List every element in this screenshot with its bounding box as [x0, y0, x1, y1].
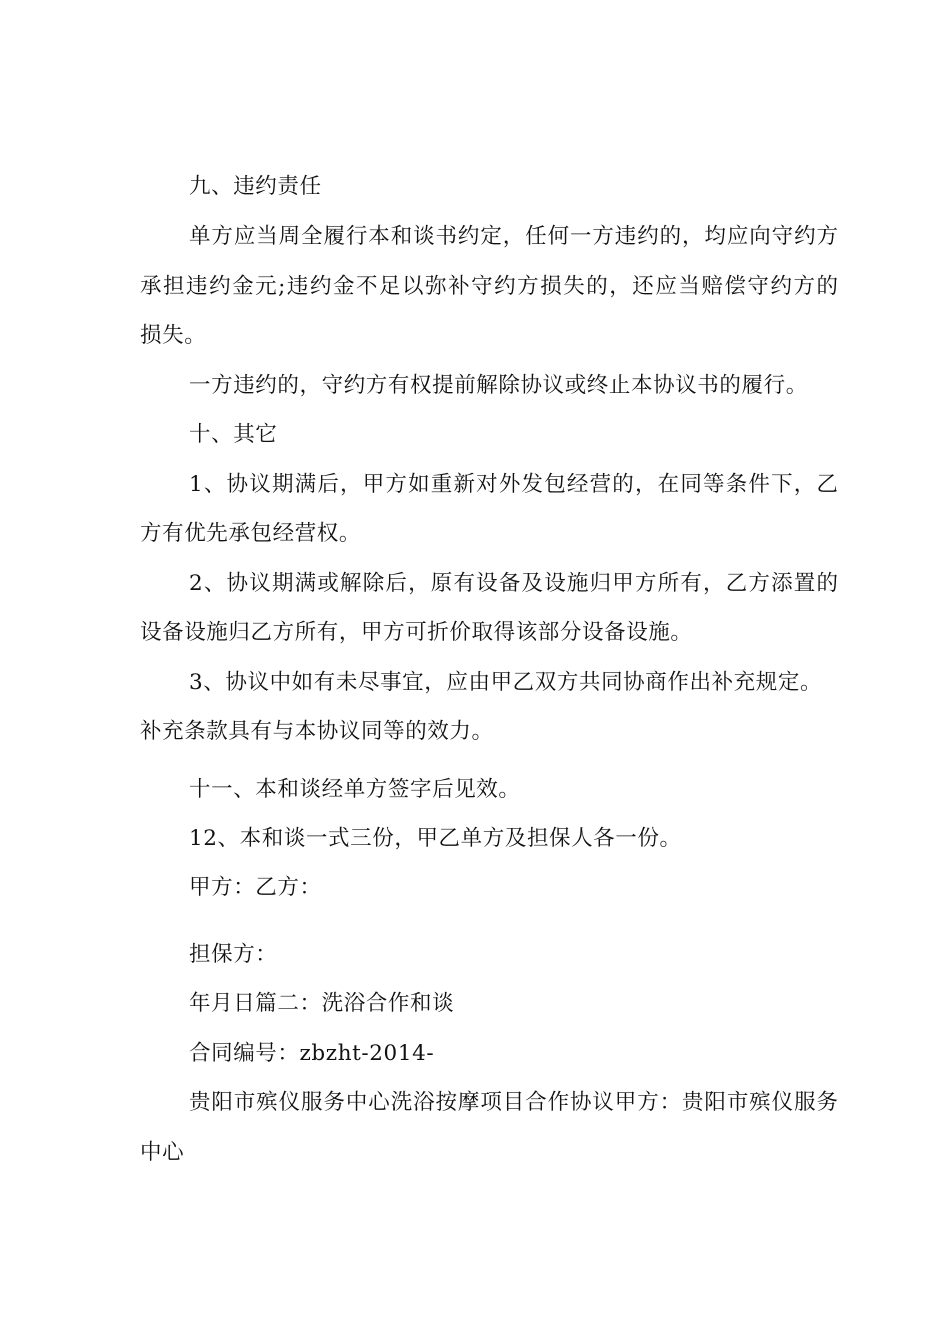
paragraph-line: 单方应当周全履行本和谈书约定，任何一方违约的，均应向守约方 — [189, 224, 838, 249]
paragraph-line: 12、本和谈一式三份，甲乙单方及担保人各一份。 — [189, 826, 682, 851]
paragraph-line: 贵阳市殡仪服务中心洗浴按摩项目合作协议甲方：贵阳市殡仪服务 — [189, 1090, 838, 1115]
paragraph-line: 方有优先承包经营权。 — [140, 521, 362, 546]
paragraph-line: 补充条款具有与本协议同等的效力。 — [140, 719, 494, 744]
paragraph-line: 3、协议中如有未尽事宜，应由甲乙双方共同协商作出补充规定。 — [189, 670, 823, 695]
paragraph-line: 设备设施归乙方所有，甲方可折价取得该部分设备设施。 — [140, 620, 693, 645]
paragraph-line: 损失。 — [140, 323, 207, 348]
paragraph-line: 一方违约的，守约方有权提前解除协议或终止本协议书的履行。 — [189, 373, 808, 398]
paragraph-line: 中心 — [140, 1140, 185, 1165]
guarantor-line: 担保方： — [189, 942, 278, 967]
date-and-part-two-title: 年月日篇二：洗浴合作和谈 — [189, 991, 455, 1016]
section-heading-breach-liability: 九、违约责任 — [189, 174, 322, 199]
paragraph-line: 十一、本和谈经单方签字后见效。 — [189, 777, 521, 802]
section-heading-other: 十、其它 — [189, 422, 278, 447]
paragraph-line: 承担违约金元;违约金不足以弥补守约方损失的，还应当赔偿守约方的 — [140, 274, 838, 299]
contract-number: 合同编号：zbzht-2014- — [189, 1041, 435, 1066]
signature-parties-line: 甲方：乙方： — [189, 875, 322, 900]
paragraph-line: 1、协议期满后，甲方如重新对外发包经营的，在同等条件下，乙 — [189, 472, 838, 497]
paragraph-line: 2、协议期满或解除后，原有设备及设施归甲方所有，乙方添置的 — [189, 571, 838, 596]
